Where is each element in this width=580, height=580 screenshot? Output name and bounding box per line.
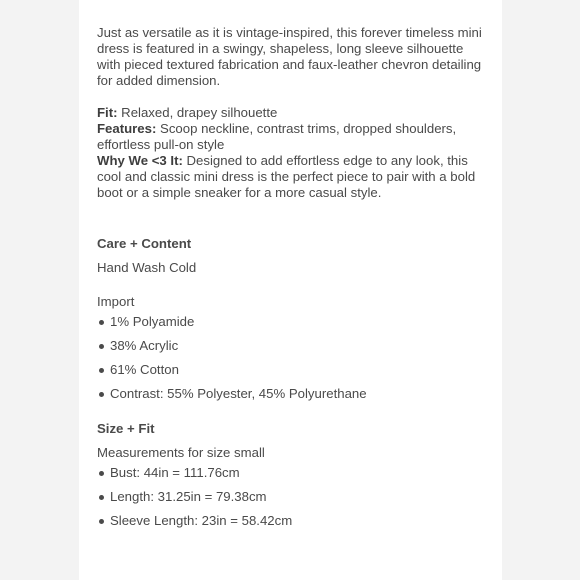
why-spec [97, 153, 487, 201]
bullet-icon [99, 471, 104, 476]
fit-spec [97, 105, 487, 121]
size-fit-heading: Size + Fit [97, 421, 155, 436]
list-item [97, 461, 487, 485]
care-wash-instructions: Hand Wash Cold [97, 260, 197, 275]
care-origin: Import [97, 294, 135, 309]
bullet-icon [99, 344, 104, 349]
fit-value: Relaxed, drapey silhouette [117, 105, 278, 120]
product-specs [97, 105, 487, 201]
why-label: Why We <3 It: [97, 153, 183, 168]
care-content-heading: Care + Content [97, 236, 192, 251]
features-value: Scoop neckline, contrast trims, dropped shoulders, effortless pull-on style [97, 121, 457, 152]
product-details-content [97, 25, 487, 533]
material-text: 38% Acrylic [110, 338, 179, 353]
product-details-card [79, 0, 502, 580]
measurement-text: Sleeve Length: 23in = 58.42cm [110, 513, 293, 528]
list-item [97, 382, 487, 406]
list-item [97, 334, 487, 358]
measurements-label: Measurements for size small [97, 445, 265, 460]
fit-label: Fit: [97, 105, 118, 120]
material-text: 1% Polyamide [110, 314, 195, 329]
why-value: Designed to add effortless edge to any look, this cool and classic mini dress is the perfect piece to pair with a bold boot or a simple sneaker for a more casual style. [97, 153, 476, 200]
list-item [97, 358, 487, 382]
bullet-icon [99, 320, 104, 325]
features-label: Features: [97, 121, 157, 136]
bullet-icon [99, 368, 104, 373]
measurement-text: Length: 31.25in = 79.38cm [110, 489, 267, 504]
bullet-icon [99, 495, 104, 500]
material-text: Contrast: 55% Polyester, 45% Polyurethane [110, 386, 367, 401]
bullet-icon [99, 519, 104, 524]
materials-list [97, 310, 487, 406]
list-item [97, 509, 487, 533]
bullet-icon [99, 392, 104, 397]
measurements-list [97, 461, 487, 533]
list-item [97, 310, 487, 334]
measurement-text: Bust: 44in = 111.76cm [110, 465, 240, 480]
material-text: 61% Cotton [110, 362, 179, 377]
product-description: Just as versatile as it is vintage-inspired, this forever timeless mini dress is featured in a swingy, shapeless, long sleeve silhouette with pieced textured fabrication and faux-leather chevron detailing for added dimension. [97, 25, 482, 88]
features-spec [97, 121, 487, 153]
list-item [97, 485, 487, 509]
